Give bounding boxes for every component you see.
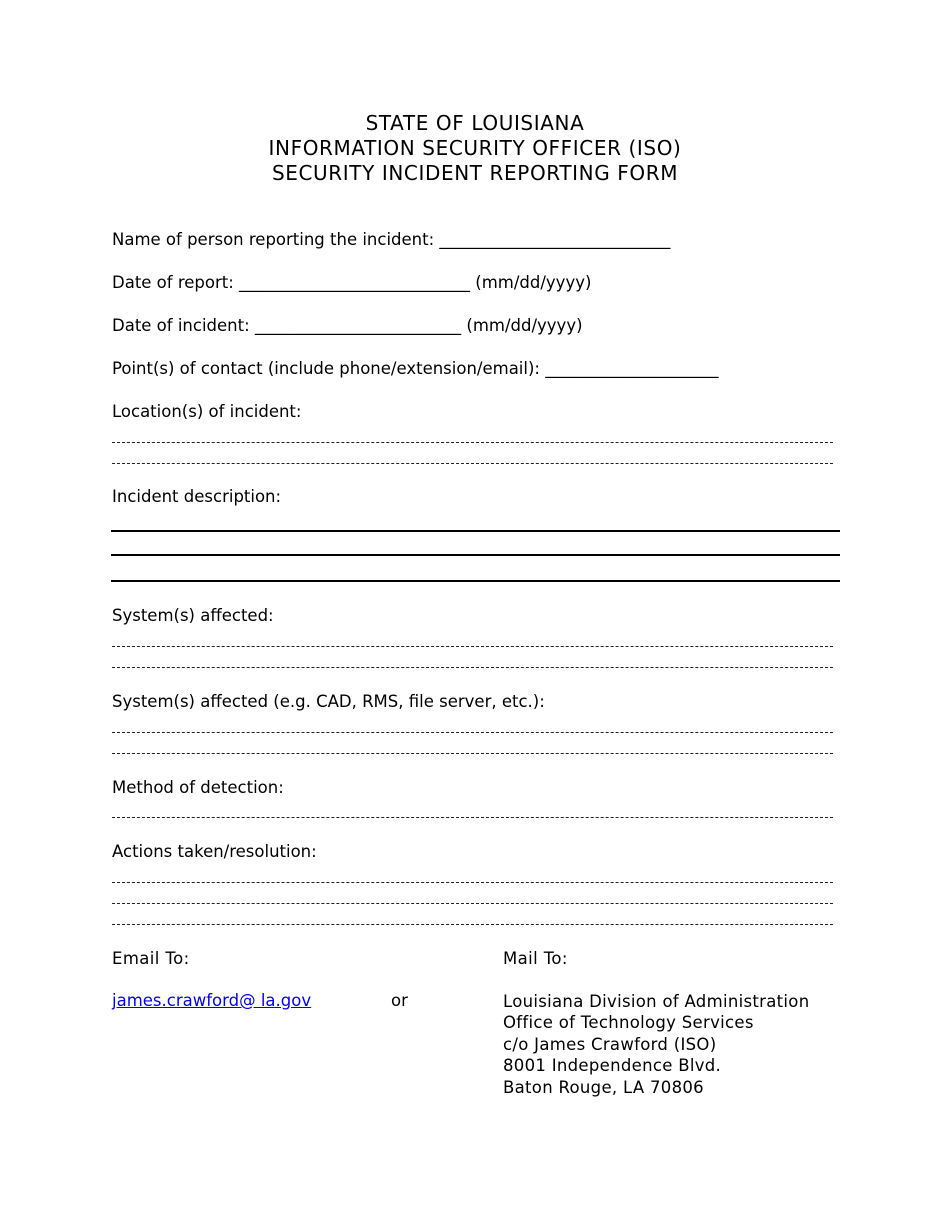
address-line: 8001 Independence Blvd. — [503, 1056, 722, 1076]
or-separator: or — [391, 991, 408, 1010]
incident-description-line[interactable] — [111, 580, 840, 582]
reporter-name-field[interactable]: Name of person reporting the incident: ____________________________ — [112, 230, 671, 249]
actions-taken-blank-line[interactable] — [112, 882, 833, 883]
systems-affected-blank-line[interactable] — [112, 646, 833, 647]
incident-description-label: Incident description: — [112, 487, 282, 506]
mailing-address — [503, 991, 809, 1098]
method-of-detection-blank-line[interactable] — [112, 817, 833, 818]
title-form-name: SECURITY INCIDENT REPORTING FORM — [271, 161, 679, 185]
locations-blank-line[interactable] — [112, 442, 833, 443]
actions-taken-label: Actions taken/resolution: — [112, 842, 317, 861]
address-line: Baton Rouge, LA 70806 — [503, 1077, 704, 1097]
email-address-link[interactable]: james.crawford@ la.gov — [112, 991, 312, 1010]
actions-taken-blank-line[interactable] — [112, 924, 833, 925]
incident-description-line[interactable] — [111, 554, 840, 556]
incident-description-line[interactable] — [111, 530, 840, 532]
locations-blank-line[interactable] — [112, 463, 833, 464]
systems-affected-examples-label: System(s) affected (e.g. CAD, RMS, file server, etc.): — [112, 692, 545, 711]
address-line: Louisiana Division of Administration — [503, 992, 810, 1011]
systems-affected-examples-blank-line[interactable] — [112, 732, 833, 733]
mail-to-label: Mail To: — [503, 949, 568, 968]
date-of-report-field[interactable]: Date of report: ____________________________ (mm/dd/yyyy) — [112, 273, 592, 292]
locations-label: Location(s) of incident: — [112, 402, 302, 421]
method-of-detection-label: Method of detection: — [112, 778, 284, 797]
systems-affected-examples-blank-line[interactable] — [112, 753, 833, 754]
systems-affected-blank-line[interactable] — [112, 667, 833, 668]
email-to-label: Email To: — [112, 949, 190, 968]
actions-taken-blank-line[interactable] — [112, 903, 833, 904]
date-of-incident-field[interactable]: Date of incident: _________________________ (mm/dd/yyyy) — [112, 316, 583, 335]
form-title — [0, 111, 950, 186]
systems-affected-label: System(s) affected: — [112, 606, 274, 625]
address-line: c/o James Crawford (ISO) — [503, 1034, 717, 1054]
title-state: STATE OF LOUISIANA — [365, 111, 585, 135]
address-line: Office of Technology Services — [503, 1013, 754, 1033]
points-of-contact-field[interactable]: Point(s) of contact (include phone/extension/email): _____________________ — [112, 359, 719, 378]
title-office: INFORMATION SECURITY OFFICER (ISO) — [268, 136, 682, 160]
